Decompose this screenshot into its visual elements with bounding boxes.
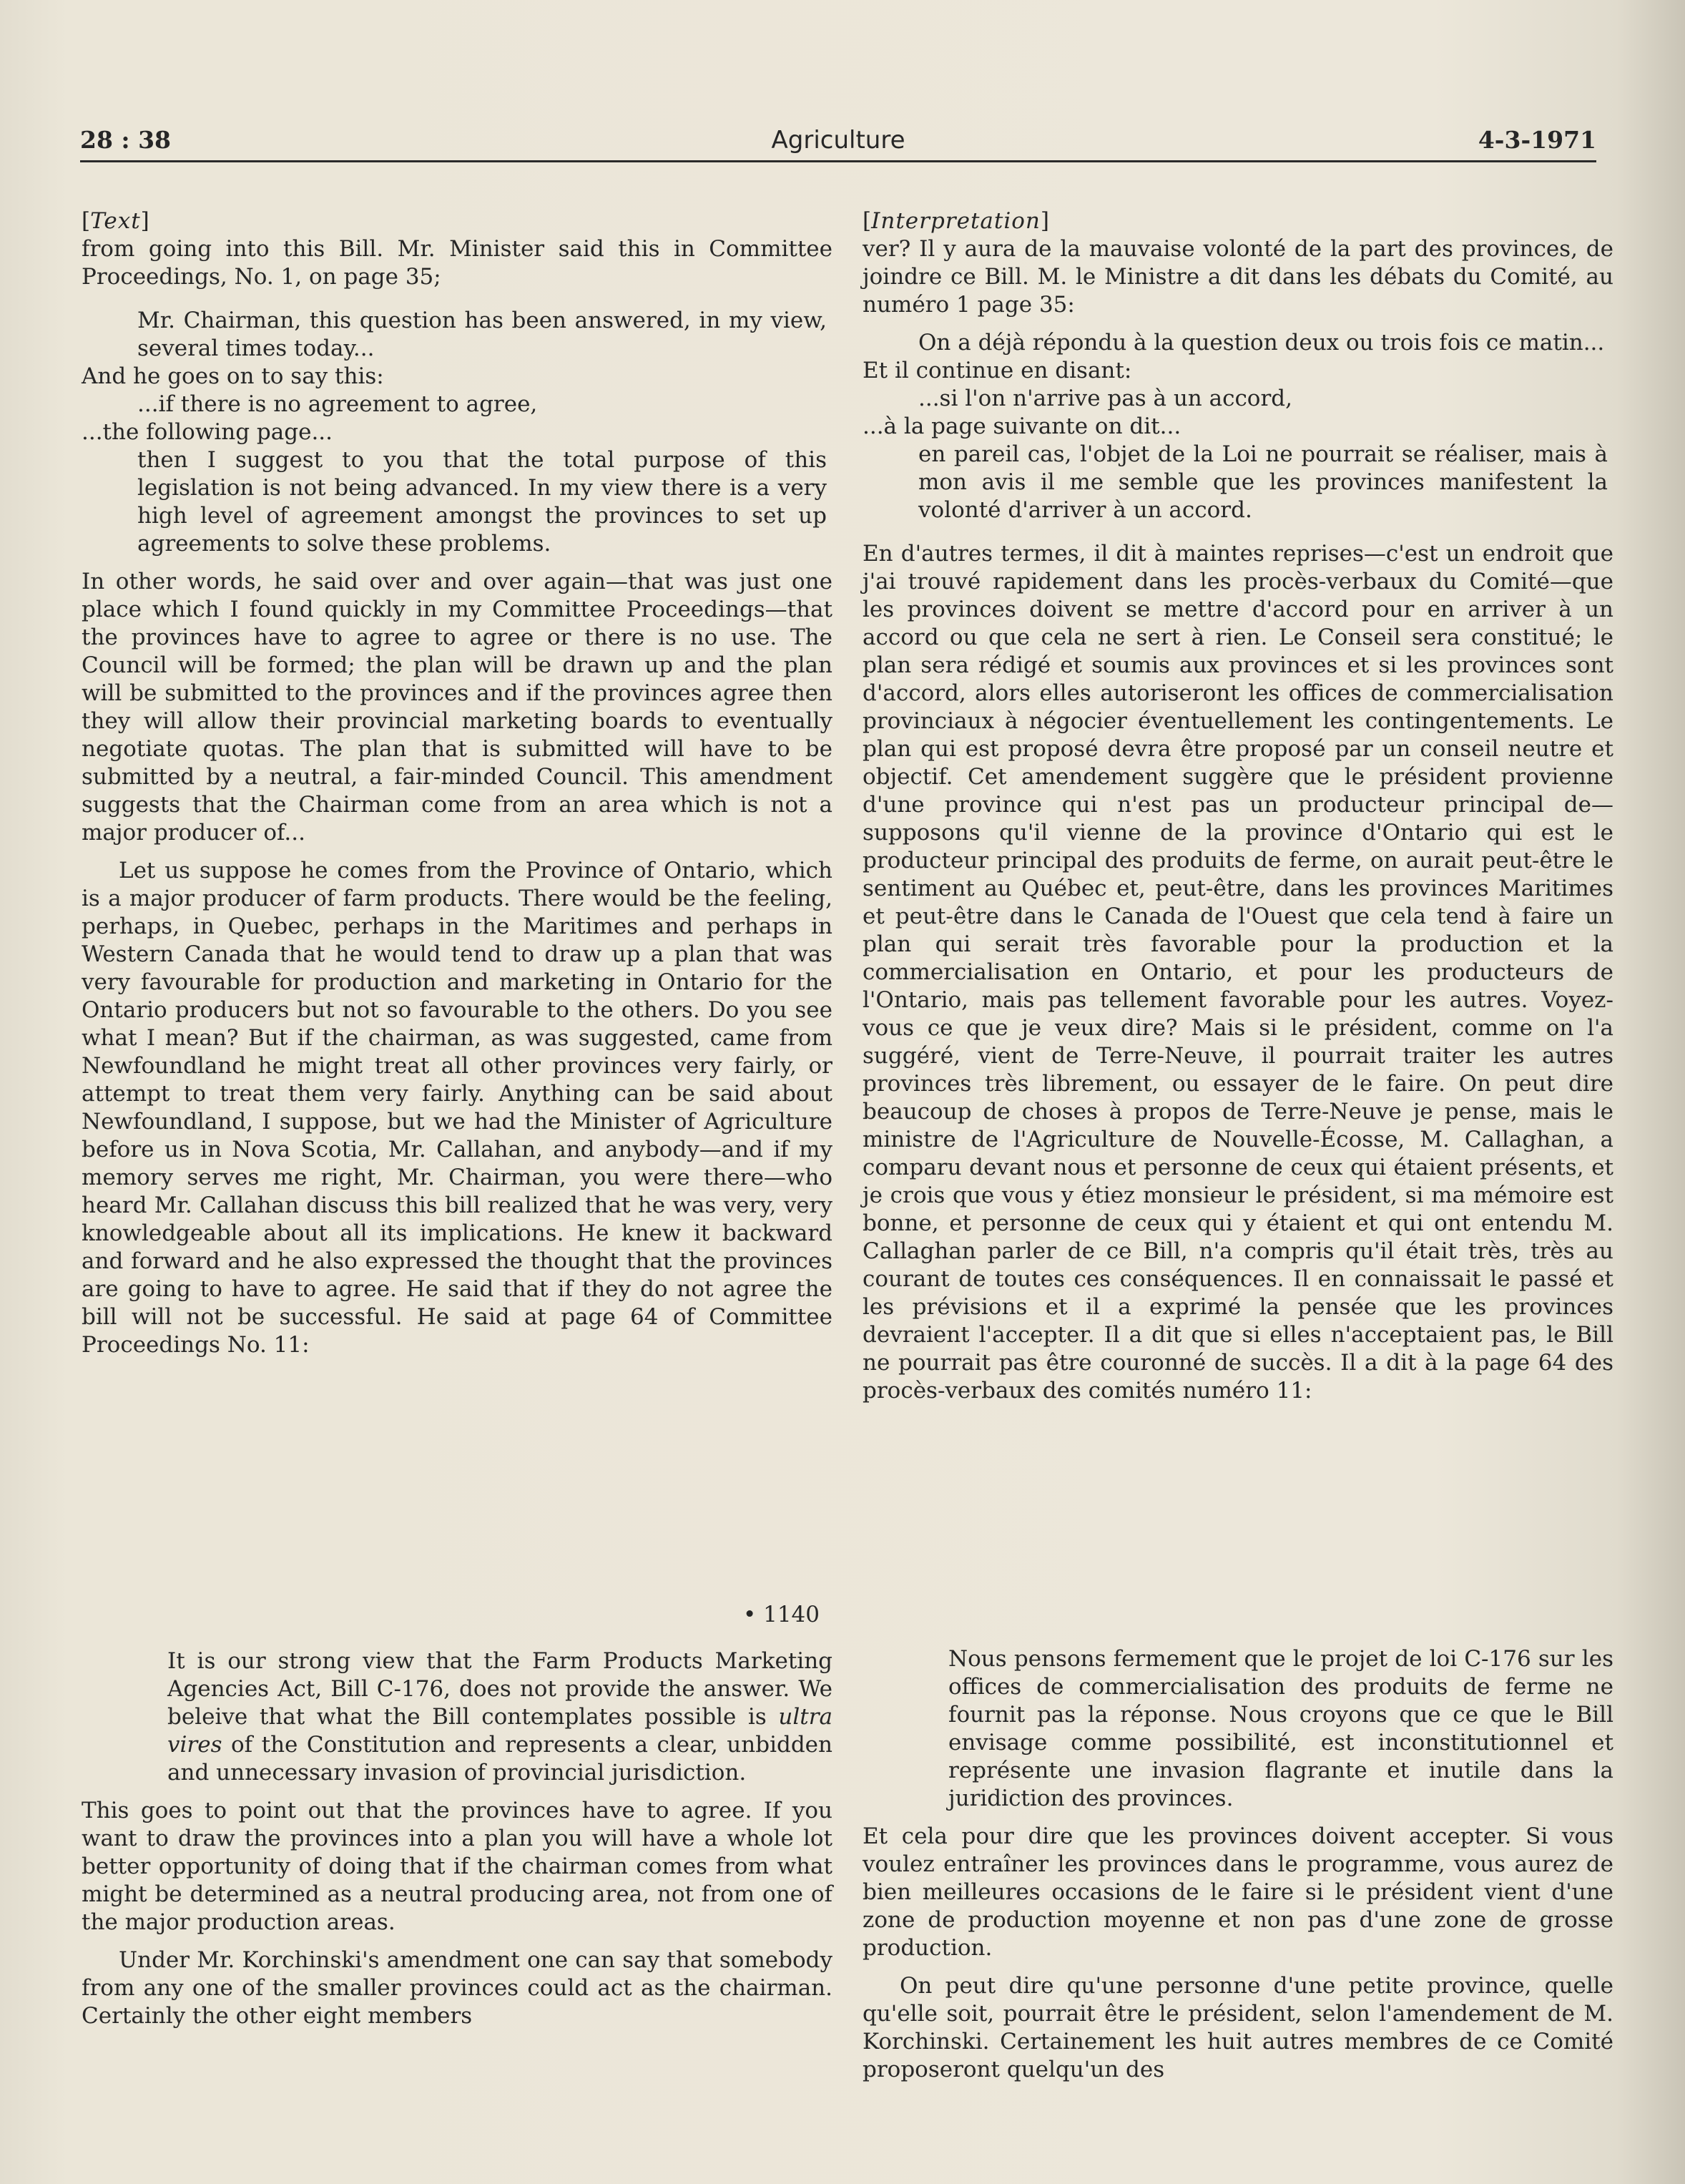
paragraph: Under Mr. Korchinski's amendment one can say that somebody from any one of the smaller provinces could act as the chairman. Certainly the other eight members	[82, 1947, 832, 2029]
page-number: 28 : 38	[80, 126, 172, 154]
running-title: Agriculture	[771, 126, 905, 155]
block-quote: ...if there is no agreement to agree,	[137, 391, 538, 417]
block-quote: then I suggest to you that the total purpose of this legislation is not being advanced. In my view there is a very high level of agreement amongst the provinces to set up agreements to solve these problems.	[137, 447, 827, 557]
paragraph: And he goes on to say this:	[82, 363, 384, 389]
interpretation-label: [Interpretation]	[863, 208, 1050, 234]
french-column	[863, 207, 1613, 2082]
block-quote: Nous pensons fermement que le projet de loi C-176 sur les offices de commercialisation des produits de ferme ne fournit pas la réponse. Nous croyons que ce que le Bill envisage comme possibilité, est inconstitutionnel et représente une invasion flagrante et inutile dans la juridiction des provinces.	[948, 1646, 1613, 1811]
paragraph: ...à la page suivante on dit...	[863, 413, 1182, 439]
paragraph: from going into this Bill. Mr. Minister said this in Committee Proceedings, No. 1, on page 35;	[82, 236, 832, 290]
paragraph: ...the following page...	[82, 419, 333, 445]
paragraph: This goes to point out that the provinces have to agree. If you want to draw the provinces into a plan you will have a whole lot better opportunity of doing that if the chairman comes from what might be determined as a neutral producing area, not from one of the major production areas.	[82, 1798, 832, 1935]
block-quote: On a déjà répondu à la question deux ou trois fois ce matin...	[918, 330, 1605, 356]
block-quote: It is our strong view that the Farm Products Marketing Agencies Act, Bill C-176, does not provide the answer. We beleive that what the Bill contemplates possible is ultra vires of the Constitution and represents a clear, unbidden and unnecessary invasion of provincial jurisdiction.	[167, 1648, 832, 1786]
paragraph: ver? Il y aura de la mauvaise volonté de la part des provinces, de joindre ce Bill. M. le Ministre a dit dans les débats du Comité, au numéro 1 page 35:	[863, 236, 1613, 318]
block-quote: en pareil cas, l'objet de la Loi ne pourrait se réaliser, mais à mon avis il me semble que les provinces manifestent la volonté d'arriver à un accord.	[918, 441, 1608, 523]
paragraph: On peut dire qu'une personne d'une petite province, quelle qu'elle soit, pourrait être le président, selon l'amendement de M. Korchinski. Certainement les huit autres membres de ce Comité proposeront quelqu'un des	[863, 1973, 1613, 2082]
block-quote: Mr. Chairman, this question has been answered, in my view, several times today...	[137, 308, 827, 361]
paragraph: Let us suppose he comes from the Province of Ontario, which is a major producer of farm products. There would be the feeling, perhaps, in Quebec, perhaps in the Maritimes and perhaps in Western Canada that he would tend to draw up a plan that was very favourable for production and marketing in Ontario for the Ontario producers but not so favourable to the others. Do you see what I mean? But if the chairman, as was suggested, came from Newfoundland he might treat all other provinces very fairly, or attempt to treat them very fairly. Anything can be said about Newfoundland, I suppose, but we had the Minister of Agriculture before us in Nova Scotia, Mr. Callahan, and anybody—and if my memory serves me right, Mr. Chairman, you were there—who heard Mr. Callahan discuss this bill realized that he was very, very knowledgeable about all its implications. He knew it backward and forward and he also expressed the thought that the provinces are going to have to agree. He said that if they do not agree the bill will not be successful. He said at page 64 of Committee Proceedings No. 11:	[82, 858, 832, 1358]
block-quote: ...si l'on n'arrive pas à un accord,	[918, 386, 1292, 411]
paragraph: En d'autres termes, il dit à maintes reprises—c'est un endroit que j'ai trouvé rapidement dans les procès-verbaux du Comité—que les provinces doivent se mettre d'accord pour en arriver à un accord ou que cela ne sert à rien. Le Conseil sera constitué; le plan sera rédigé et soumis aux provinces et si les provinces sont d'accord, alors elles autoriseront les offices de commercialisation provinciaux à négocier éventuellement les contingentements. Le plan qui est proposé devra être proposé par un conseil neutre et objectif. Cet amendement suggère que le président provienne d'une province qui n'est pas un producteur principal de—supposons qu'il vienne de la province d'Ontario qui est le producteur principal des produits de ferme, on aurait peut-être le sentiment au Québec et, peut-être, dans les provinces Maritimes et peut-être dans le Canada de l'Ouest que cela tend à faire un plan qui serait très favorable pour la production et la commercialisation en Ontario, et pour les producteurs de l'Ontario, mais pas tellement favorable pour les autres. Voyez-vous ce que je veux dire? Mais si le président, comme on l'a suggéré, vient de Terre-Neuve, il pourrait traiter les autres provinces très librement, ou essayer de le faire. On peut dire beaucoup de choses à propos de Terre-Neuve je pense, mais le ministre de l'Agriculture de Nouvelle-Écosse, M. Callaghan, a comparu devant nous et personne de ceux qui étaient présents, et je crois que vous y étiez monsieur le président, si ma mémoire est bonne, et personne de ceux qui y étaient et qui ont entendu M. Callaghan parler de ce Bill, n'a compris qu'il était très, très au courant de toutes ces conséquences. Il en connaissait le passé et les prévisions et il a exprimé la pensée que les provinces devraient l'accepter. Il a dit que si elles n'acceptaient pas, le Bill ne pourrait pas être couronné de succès. Il a dit à la page 64 des procès-verbaux des comités numéro 11:	[863, 541, 1613, 1404]
english-column	[82, 207, 832, 2029]
paragraph: Et il continue en disant:	[863, 358, 1132, 383]
paragraph: In other words, he said over and over again—that was just one place which I found quickly in my Committee Proceedings—that the provinces have to agree to agree or there is no use. The Council will be formed; the plan will be drawn up and the plan will be submitted to the provinces and if the provinces agree then they will allow their provincial marketing boards to eventually negotiate quotas. The plan that is submitted will have to be submitted by a neutral, a fair-minded Council. This amendment suggests that the Chairman come from an area which is not a major producer of...	[82, 569, 832, 846]
text-label: [Text]	[82, 208, 149, 234]
paragraph: Et cela pour dire que les provinces doivent accepter. Si vous voulez entraîner les provinces dans le programme, vous aurez de bien meilleures occasions de le faire si le président vient d'une zone de production moyenne et non pas d'une zone de grosse production.	[863, 1823, 1613, 1961]
page-header	[80, 123, 1596, 162]
time-marker: • 1140	[742, 1602, 820, 1627]
issue-date: 4-3-1971	[1478, 126, 1596, 154]
